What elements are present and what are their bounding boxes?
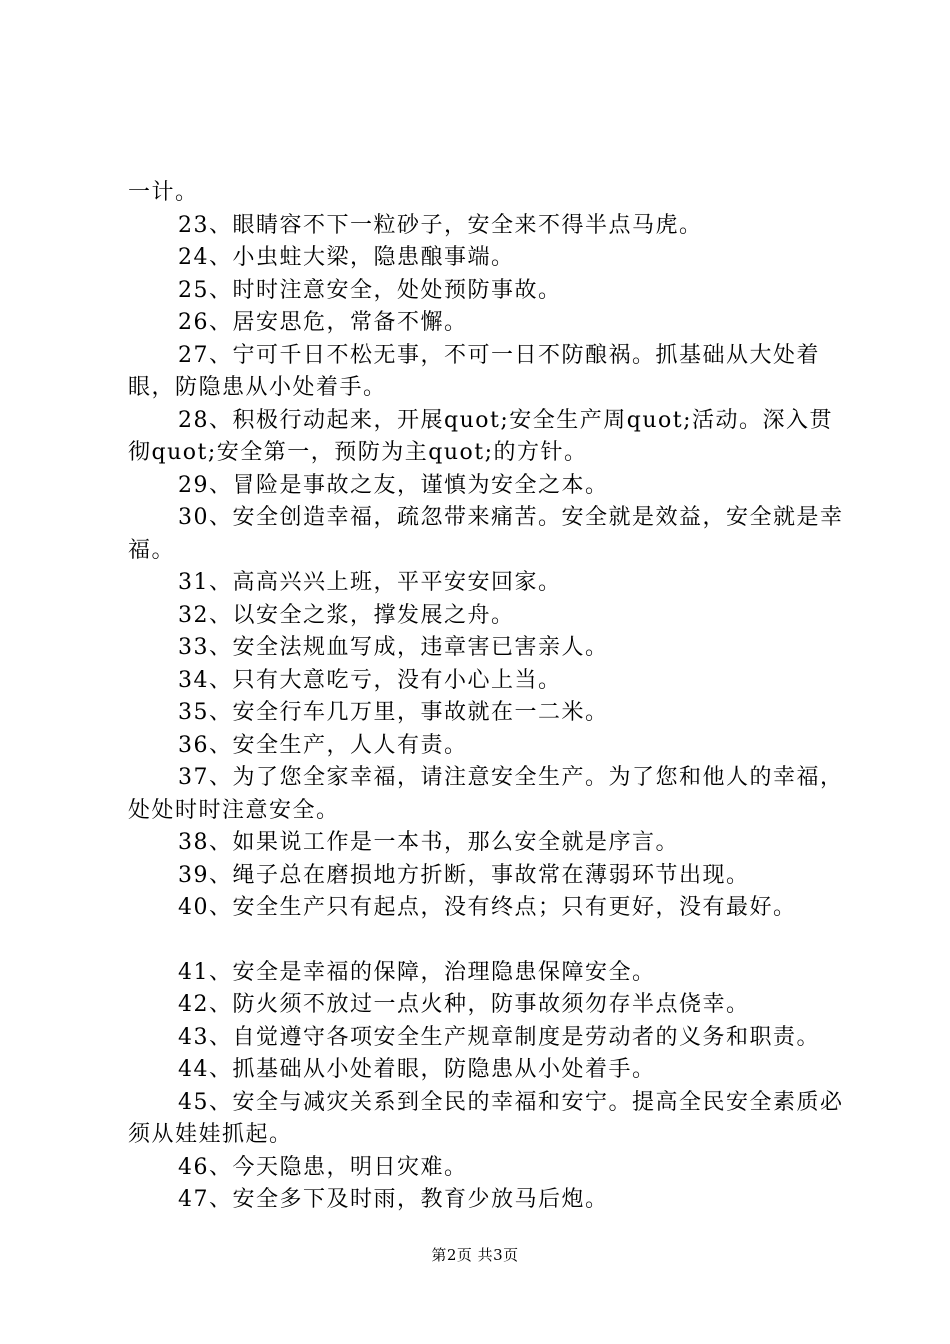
paragraph: 33、安全法规血写成，违章害已害亲人。 [178, 635, 609, 660]
paragraph: 35、安全行车几万里，事故就在一二米。 [178, 700, 609, 725]
paragraph: 26、居安思危，常备不懈。 [178, 310, 468, 335]
paragraph: 42、防火须不放过一点火种，防事故须勿存半点侥幸。 [178, 992, 750, 1017]
paragraph: 46、今天隐患，明日灾难。 [178, 1154, 468, 1180]
paragraph: 41、安全是幸福的保障，治理隐患保障安全。 [178, 959, 656, 985]
paragraph: 27、宁可千日不松无事，不可一日不防酿祸。抓基础从大处着眼，防隐患从小处着手。 [128, 342, 820, 400]
paragraph: 32、以安全之浆，撑发展之舟。 [178, 602, 515, 628]
page-footer [0, 1244, 950, 1265]
paragraph: 25、时时注意安全，处处预防事故。 [178, 277, 562, 303]
paragraph: 36、安全生产，人人有责。 [178, 732, 468, 758]
paragraph: 24、小虫蛀大梁，隐患酿事端。 [178, 245, 515, 270]
paragraph: 23、眼睛容不下一粒砂子，安全来不得半点马虎。 [178, 212, 703, 238]
paragraph: 29、冒险是事故之友，谨慎为安全之本。 [178, 472, 609, 498]
paragraph: 39、绳子总在磨损地方折断，事故常在薄弱环节出现。 [178, 862, 750, 888]
paragraph: 37、为了您全家幸福，请注意安全生产。为了您和他人的幸福，处处时时注意安全。 [128, 765, 844, 823]
paragraph: 34、只有大意吃亏，没有小心上当。 [178, 667, 562, 693]
paragraph: 44、抓基础从小处着眼，防隐患从小处着手。 [178, 1057, 656, 1082]
paragraph: 45、安全与减灾关系到全民的幸福和安宁。提高全民安全素质必须从娃娃抓起。 [128, 1089, 844, 1147]
document-body [128, 177, 848, 1217]
paragraph: 28、积极行动起来，开展quot;安全生产周quot;活动。深入贯彻quot;安全第一，预防为主quot;的方针。 [128, 407, 833, 465]
paragraph: 43、自觉遵守各项安全生产规章制度是劳动者的义务和职责。 [178, 1024, 820, 1050]
paragraph: 38、如果说工作是一本书，那么安全就是序言。 [178, 830, 679, 855]
paragraph: 31、高高兴兴上班，平平安安回家。 [178, 570, 562, 595]
paragraph: 40、安全生产只有起点，没有终点；只有更好，没有最好。 [178, 895, 797, 920]
paragraph: 47、安全多下及时雨，教育少放马后炮。 [178, 1187, 609, 1212]
paragraph: 30、安全创造幸福，疏忽带来痛苦。安全就是效益，安全就是幸福。 [128, 505, 844, 563]
page-number: 第2页 共3页 [431, 1246, 519, 1264]
paragraph: 一计。 [128, 180, 199, 205]
